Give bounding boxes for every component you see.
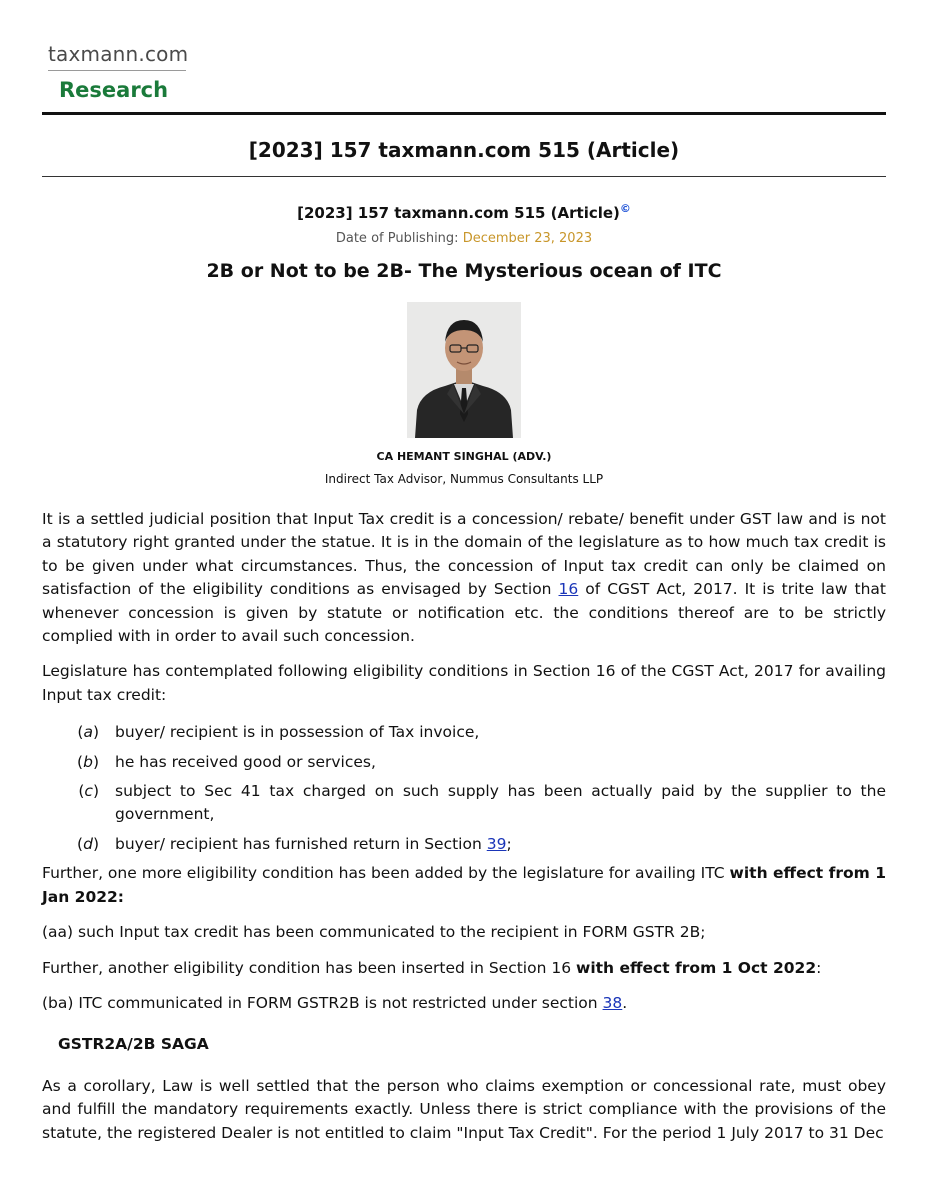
publish-date [42, 231, 886, 246]
list-item-d-text: buyer/ recipient has furnished return in Section [115, 834, 487, 853]
paragraph-5 [42, 957, 886, 980]
paragraph-6-text: (ba) ITC communicated in FORM GSTR2B is not restricted under section [42, 993, 603, 1012]
logo-section-name: Research [59, 78, 169, 102]
article-citation-text: [2023] 157 taxmann.com 515 (Article) [297, 204, 620, 222]
author-portrait-image [407, 302, 521, 438]
list-item-text [115, 833, 886, 856]
paragraph-6 [42, 992, 886, 1015]
paragraph-5-bold: with effect from 1 Oct 2022 [576, 958, 817, 977]
author-photo [407, 302, 521, 438]
header-citation: [2023] 157 taxmann.com 515 (Article) [248, 138, 680, 162]
list-item-label: (d) [77, 834, 99, 853]
list-item-text: he has received good or services, [115, 752, 376, 771]
list-item-label: (a) [77, 723, 99, 742]
list-item [42, 721, 886, 744]
list-item-label: (c) [78, 782, 99, 801]
list-item-d-end: ; [506, 834, 512, 853]
publish-date-value: December 23, 2023 [462, 231, 593, 246]
paragraph-5-text: Further, another eligibility condition has been inserted in Section 16 [42, 958, 576, 977]
list-item-letter: c [84, 782, 93, 801]
section-38-link[interactable]: 38 [602, 993, 623, 1012]
list-item-label: (b) [77, 752, 99, 771]
paragraph-3 [42, 862, 886, 909]
author-name: CA HEMANT SINGHAL (ADV.) [376, 450, 552, 463]
logo-site-name: taxmann.com [48, 42, 189, 66]
header-bottom-rule [42, 176, 886, 177]
paragraph-4: (aa) such Input tax credit has been communicated to the recipient in FORM GSTR 2B; [42, 923, 706, 942]
paragraph-1-text-b: of CGST Act, 2017. It is trite law that whenever concession is given by statute or notification etc. the conditions thereof are to be strictly complied with in order to avail such concession. [42, 580, 887, 646]
paragraph-6-end: . [622, 993, 628, 1012]
header-top-rule [42, 112, 886, 115]
article-title: 2B or Not to be 2B- The Mysterious ocean of ITC [206, 260, 722, 282]
list-item-text: buyer/ recipient is in possession of Tax invoice, [115, 723, 480, 742]
logo-divider [48, 70, 186, 71]
section-heading: GSTR2A/2B SAGA [58, 1035, 209, 1054]
paragraph-7: As a corollary, Law is well settled that the person who claims exemption or concessional rate, must obey and fulfill the mandatory requirements exactly. Unless there is strict compliance with the provisions of the statute, the registered Dealer is not entitled to claim "Input Tax Credit". For the period 1 July 2017 to 31 Dec [42, 1076, 886, 1142]
article-citation [42, 202, 886, 222]
list-item [42, 751, 886, 774]
author-role: Indirect Tax Advisor, Nummus Consultants LLP [324, 472, 604, 486]
paragraph-3-bold: with effect from 1 Jan 2022: [42, 864, 886, 906]
taxmann-logo[interactable] [48, 42, 188, 103]
publish-date-label: Date of Publishing: [335, 231, 459, 246]
list-item-letter: b [83, 752, 93, 771]
paragraph-5-end: : [816, 958, 822, 977]
list-item [42, 833, 886, 856]
copyright-link[interactable]: © [619, 202, 631, 215]
paragraph-1 [42, 508, 886, 648]
paragraph-2: Legislature has contemplated following eligibility conditions in Section 16 of the CGST Act, 2017 for availing Input tax credit: [42, 662, 886, 704]
section-16-link[interactable]: 16 [558, 580, 579, 599]
list-item-text: subject to Sec 41 tax charged on such supply has been actually paid by the supplier to the government, [115, 782, 886, 824]
list-item-letter: d [83, 834, 93, 853]
paragraph-3-text: Further, one more eligibility condition has been added by the legislature for availing ITC [42, 864, 730, 883]
list-item-letter: a [83, 723, 93, 742]
paragraph-1-text-a: It is a settled judicial position that Input Tax credit is a concession/ rebate/ benefit under GST law and is not a statutory right granted under the statue. It is in the domain of the legislature as to how much tax credit is to be given under what circumstances. Thus, the concession of Input tax credit can only be claimed on satisfaction of the eligibility conditions as envisaged by Section [42, 510, 886, 599]
article-body [42, 508, 886, 1157]
eligibility-conditions-list [42, 721, 886, 856]
section-39-link[interactable]: 39 [486, 834, 507, 853]
list-item [42, 780, 886, 827]
